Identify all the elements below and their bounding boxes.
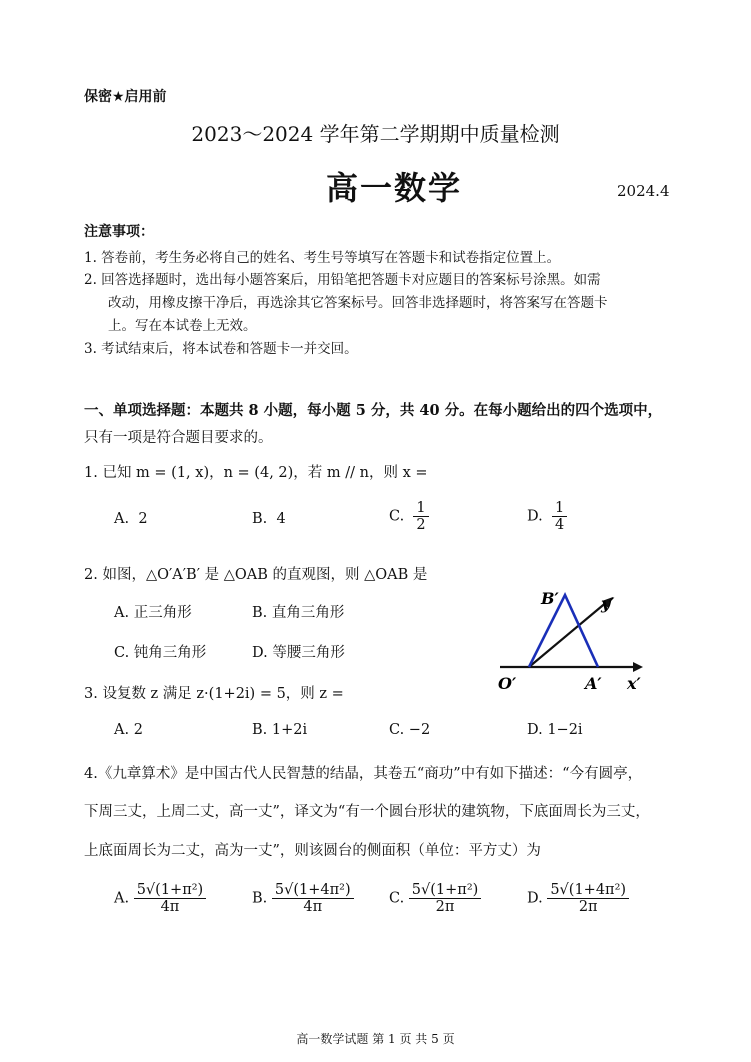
q1-option-c (389, 500, 429, 533)
note-line: 改动，用橡皮擦干净后，再选涂其它答案标号。回答非选择题时，将答案写在答题卡 (108, 295, 608, 311)
option-label: C. (389, 890, 405, 907)
note-line: 3. 考试结束后，将本试卷和答题卡一并交回。 (84, 341, 358, 357)
q4-option-c (389, 882, 481, 915)
option-label: A. (114, 890, 130, 907)
option-label: D. (527, 890, 543, 907)
label-x-prime: x′ (627, 674, 641, 693)
denominator: 2π (578, 899, 598, 915)
note-line: 1. 答卷前，考生务必将自己的姓名、考生号等填写在答题卡和试卷指定位置上。 (84, 250, 561, 266)
exam-date: 2024.4 (617, 182, 670, 200)
q1-option-b (252, 511, 286, 527)
q2-option-c: C. 钝角三角形 (114, 645, 207, 661)
option-value: 2 (138, 511, 148, 527)
question-4-line: 4.《九章算术》是中国古代人民智慧的结晶，其卷五“商功”中有如下描述：“今有圆亭， (84, 766, 643, 782)
y-axis (529, 601, 608, 667)
q2-option-d: D. 等腰三角形 (252, 645, 345, 661)
oblique-projection-figure (495, 585, 655, 695)
denominator: 2π (435, 899, 455, 915)
question-3-stem: 3. 设复数 z 满足 z·(1+2i) = 5，则 z = (84, 686, 344, 702)
exam-subtitle: 2023～2024 学年第二学期期中质量检测 (191, 122, 560, 146)
page-footer: 高一数学试题 第 1 页 共 5 页 (296, 1032, 455, 1046)
denominator: 4π (160, 899, 180, 915)
page-title: 高一数学 (326, 169, 463, 207)
fraction (134, 882, 207, 915)
option-label: B. (252, 890, 268, 907)
q1-option-d (527, 500, 567, 533)
numerator: 5√(1+π²) (134, 882, 207, 899)
q2-option-a: A. 正三角形 (114, 605, 192, 621)
label-o-prime: O′ (498, 674, 517, 693)
q2-option-b: B. 直角三角形 (252, 605, 345, 621)
numerator: 1 (413, 500, 428, 517)
fraction (547, 882, 629, 915)
option-label: A. (114, 511, 130, 527)
q3-option-a: A. 2 (114, 722, 143, 738)
option-label: D. (527, 508, 543, 525)
fraction (552, 500, 567, 533)
q3-option-b: B. 1+2i (252, 722, 308, 738)
fraction (409, 882, 482, 915)
question-4-line: 上底面周长为二丈，高为一丈”，则该圆台的侧面积（单位：平方丈）为 (84, 843, 541, 859)
q3-option-d: D. 1−2i (527, 722, 583, 738)
option-label: C. (389, 508, 405, 525)
denominator: 2 (416, 517, 426, 533)
q1-option-a (114, 511, 148, 527)
confidential-label: 保密★启用前 (84, 89, 167, 105)
q4-option-b (252, 882, 354, 915)
numerator: 1 (552, 500, 567, 517)
fraction (413, 500, 428, 533)
q4-option-d (527, 882, 629, 915)
note-line: 2. 回答选择题时，选出每小题答案后，用铅笔把答题卡对应题目的答案标号涂黑。如需 (84, 272, 601, 288)
label-a-prime: A′ (585, 674, 602, 693)
option-label: B. (252, 511, 268, 527)
numerator: 5√(1+π²) (409, 882, 482, 899)
numerator: 5√(1+4π²) (547, 882, 629, 899)
label-b-prime: B′ (541, 589, 559, 608)
numerator: 5√(1+4π²) (272, 882, 354, 899)
question-2-stem: 2. 如图，△O′A′B′ 是 △OAB 的直观图，则 △OAB 是 (84, 567, 428, 583)
label-y-prime: y′ (601, 594, 615, 613)
denominator: 4 (554, 517, 565, 533)
question-4-line: 下周三丈，上周二丈，高一丈”，译文为“有一个圆台形状的建筑物，下底面周长为三丈， (84, 804, 650, 820)
question-1-stem: 1. 已知 m = (1, x)，n = (4, 2)，若 m // n，则 x = (84, 465, 428, 481)
section-heading: 一、单项选择题：本题共 8 小题，每小题 5 分，共 40 分。在每小题给出的四个选项中， (84, 402, 663, 419)
q3-option-c: C. −2 (389, 722, 431, 738)
option-value: 4 (276, 511, 286, 527)
x-axis-arrow (633, 662, 643, 672)
note-line: 上。写在本试卷上无效。 (108, 318, 257, 334)
notes-heading: 注意事项： (84, 224, 154, 240)
fraction (272, 882, 354, 915)
section-heading-cont: 只有一项是符合题目要求的。 (84, 430, 273, 446)
triangle-sides (529, 595, 598, 667)
denominator: 4π (303, 899, 323, 915)
q4-option-a (114, 882, 206, 915)
